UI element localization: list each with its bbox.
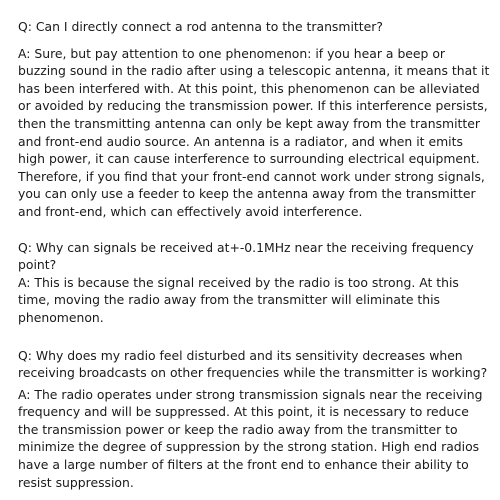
- faq-answer: A: The radio operates under strong transmission signals near the receiving frequency and will be suppressed. At this point, it is necessary to reduce the transmission power or keep the radio away from the transmitter to minimize the degree of suppression by the strong station. High end radios have a large number of filters at the front end to enhance their ability to resist suppression.: [18, 386, 483, 490]
- faq-question: Q: Why can signals be received at+-0.1MHz near the receiving frequency point?: [18, 239, 474, 273]
- faq-item-rod-antenna: [18, 18, 492, 221]
- faq-item-sensitivity: [18, 347, 492, 492]
- faq-answer: A: This is because the signal received by the radio is too strong. At this time, moving the radio away from the transmitter will eliminate this phenomenon.: [18, 274, 459, 325]
- faq-answer: A: Sure, but pay attention to one phenomenon: if you hear a beep or buzzing sound in the radio after using a telescopic antenna, it means that it has been interfered with. At this point, this phenomenon can be alleviated or avoided by reducing the transmission power. If this interference persists, then the transmitting antenna can only be kept away from the transmitter and front-end audio source. An antenna is a radiator, and when it emits high power, it can cause interference to surrounding electrical equipment. Therefore, if you find that your front-end cannot work under strong signals, you can only use a feeder to keep the antenna away from the transmitter and front-end, which can effectively avoid interference.: [18, 45, 490, 219]
- faq-question: Q: Why does my radio feel disturbed and its sensitivity decreases when receiving broadcasts on other frequencies while the transmitter is working?: [18, 347, 488, 381]
- faq-question: Q: Can I directly connect a rod antenna to the transmitter?: [18, 19, 383, 34]
- faq-item-frequency-point: [18, 239, 492, 327]
